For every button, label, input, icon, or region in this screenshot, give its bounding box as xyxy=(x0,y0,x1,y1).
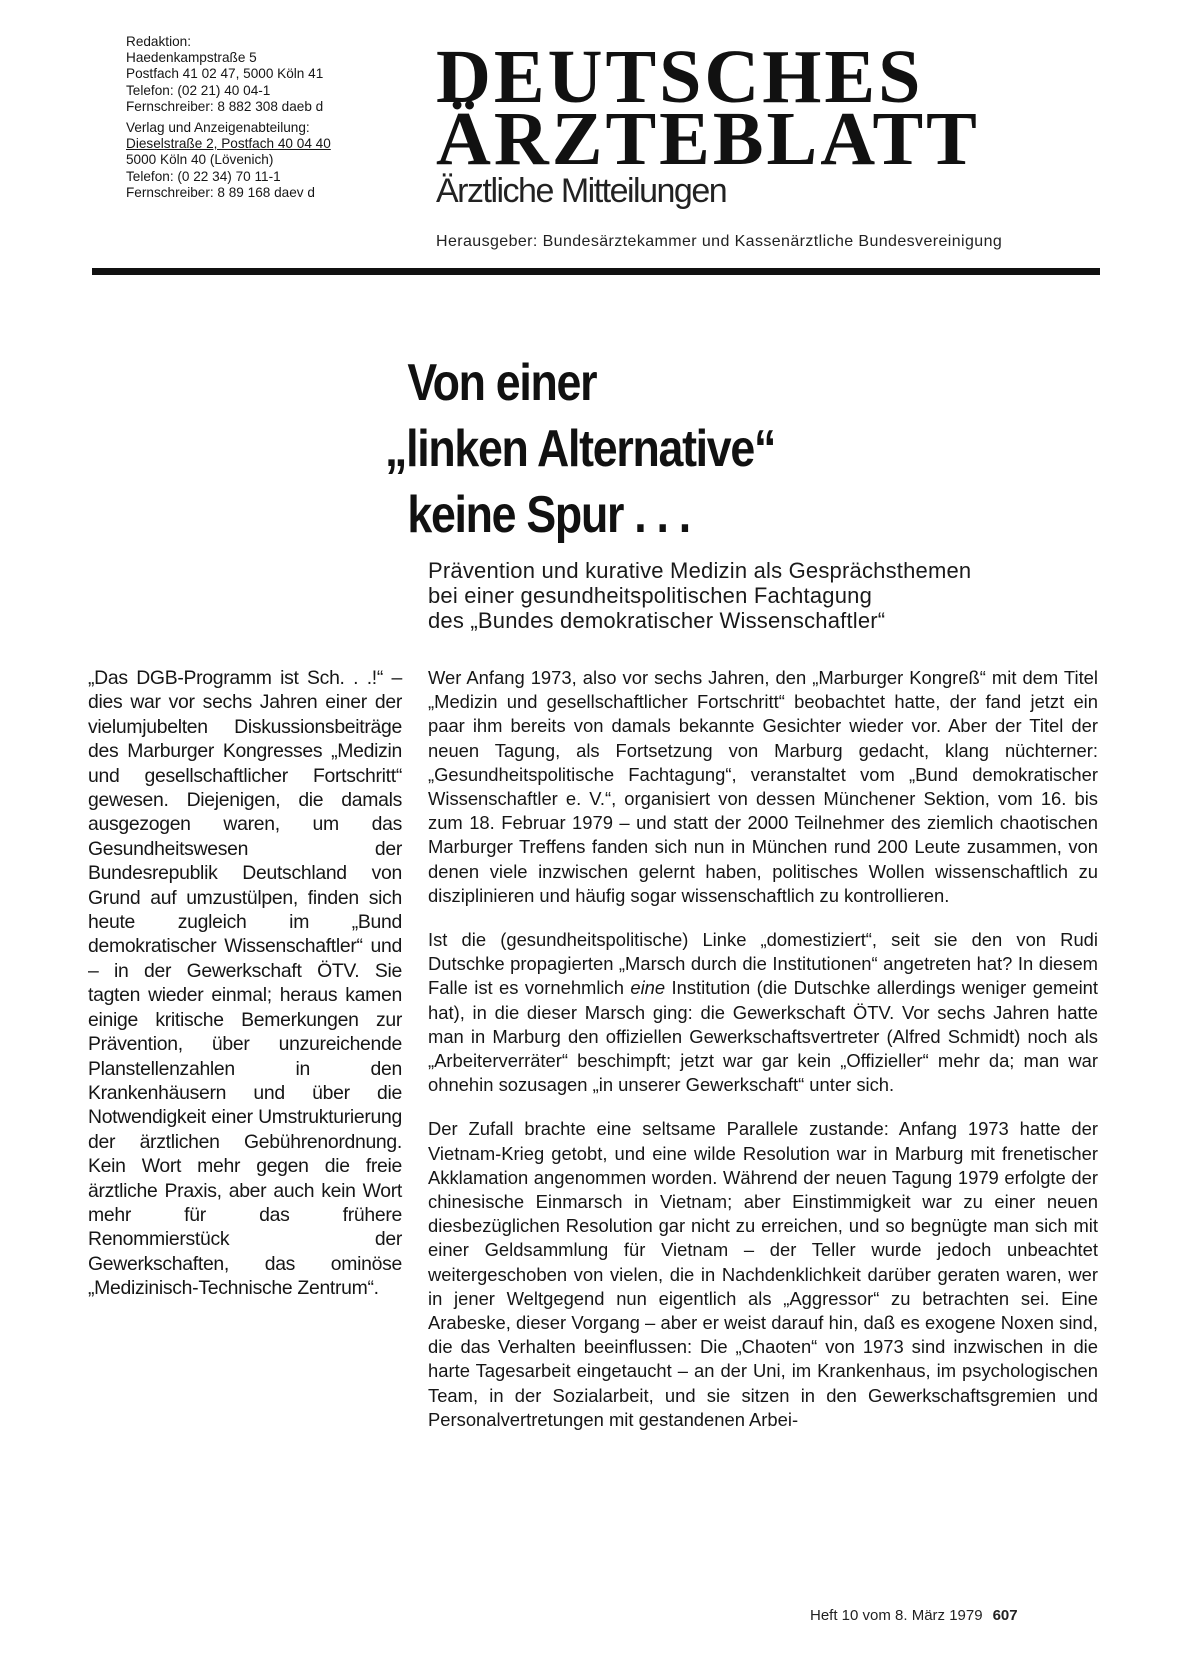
headline-line: „linken Alternative“ xyxy=(385,420,776,478)
article-body xyxy=(428,666,1098,1452)
imprint-line: Haedenkampstraße 5 xyxy=(126,50,257,66)
imprint-line: Dieselstraße 2, Postfach 40 04 40 xyxy=(126,136,331,152)
subhead-line: Prävention und kurative Medizin als Gesprächsthemen xyxy=(428,558,972,583)
article-headline xyxy=(385,350,775,548)
masthead xyxy=(436,35,1136,210)
imprint-line: Redaktion: xyxy=(126,34,191,49)
body-paragraph: Der Zufall brachte eine seltsame Parallele zustande: Anfang 1973 hatte der Vietnam-Krieg getobt, und eine wilde Resolution war in Marburg mit frenetischer Akklamation angenommen worden. Während der neuen Tagung 1979 erfolgte der chinesische Einmarsch in Vietnam; aber Einstimmigkeit war zu einer neuen diesbezüglichen Resolution gar nicht zu erreichen, und so begnügte man sich mit einer Geldsammlung für Vietnam – der Teller wurde jedoch unbeachtet weitergeschoben von vielen, die in Nachdenklichkeit darüber geraten waren, wer in jener Weltgegend nun eigentlich als „Aggressor“ zu betrachten sei. Eine Arabeske, dieser Vorgang – aber er weist darauf hin, daß es exogene Noxen sind, die das Verhalten beeinflussen: Die „Chaoten“ von 1973 sind inzwischen in die harte Tagesarbeit eingetaucht – an der Uni, im Krankenhaus, im psychologischen Team, in der Sozialarbeit, und sie sitzen in den Gewerkschaftsgremien und Personalvertretungen mit gestandenen Arbei- xyxy=(428,1118,1098,1430)
imprint-line: Fernschreiber: 8 882 308 daeb d xyxy=(126,98,324,114)
body-text: Institution (die Dutschke allerdings weniger gemeint hat), in die dieser Marsch ging: die Gewerkschaft ÖTV. Vor sechs Jahren hatte man in Marburg den offiziellen Gewerkschaftsvertreter (Alfred Schmidt) noch als „Arbeiterverräter“ beschimpft; jetzt war gar kein „Offizieller“ mehr da; man war ohnehin sozusagen „in unserer Gewerkschaft“ unter sich. xyxy=(428,977,1098,1096)
imprint-block xyxy=(126,34,426,201)
masthead-subtitle: Ärztliche Mitteilungen xyxy=(436,172,727,210)
body-paragraph xyxy=(428,928,1098,1097)
imprint-line: Telefon: (02 21) 40 04-1 xyxy=(126,82,271,98)
masthead-rule xyxy=(92,268,1100,275)
subhead-line: bei einer gesundheitspolitischen Fachtagung xyxy=(428,583,873,608)
masthead-publisher: Herausgeber: Bundesärztekammer und Kassenärztliche Bundesvereinigung xyxy=(436,233,1003,250)
article-lead: „Das DGB-Programm ist Sch. . .!“ – dies war vor sechs Jahren einer der vielumjubelten Diskussionsbeiträge des Marburger Kongresses „Medizin und gesellschaftlicher Fortschritt“ gewesen. Diejenigen, die damals ausgezogen waren, um das Gesundheitswesen der Bundesrepublik Deutschland von Grund auf umzustülpen, finden sich heute zugleich im „Bund demokratischer Wissenschaftler“ und – in der Gewerkschaft ÖTV. Sie tagten wieder einmal; heraus kamen einige kritische Bemerkungen zur Prävention, über unzureichende Planstellenzahlen in den Krankenhäusern und über die Notwendigkeit einer Umstrukturierung der ärztlichen Gebührenordnung. Kein Wort mehr gegen die freie ärztliche Praxis, aber auch kein Wort mehr für das frühere Renommierstück der Gewerkschaften, das ominöse „Medizinisch-Technische Zentrum“. xyxy=(88,667,402,1300)
body-emphasis: eine xyxy=(630,977,666,999)
imprint-line: Telefon: (0 22 34) 70 11-1 xyxy=(126,168,281,184)
headline-line: Von einer xyxy=(407,354,597,412)
issue-info: Heft 10 vom 8. März 1979 xyxy=(810,1607,983,1624)
page-number: 607 xyxy=(992,1607,1018,1624)
masthead-title-line2: ÄRZTEBLATT xyxy=(436,97,980,181)
imprint-line: Postfach 41 02 47, 5000 Köln 41 xyxy=(126,66,324,82)
article-subhead xyxy=(428,558,1108,633)
page-footer xyxy=(810,1607,1018,1624)
body-paragraph: Wer Anfang 1973, also vor sechs Jahren, den „Marburger Kongreß“ mit dem Titel „Medizin und gesellschaftlicher Fortschritt“ beobachtet hatte, der fand jetzt ein paar ihm bereits von damals bekannte Gesichter wieder vor. Aber der Titel der neuen Tagung, als Fortsetzung von Marburg gedacht, klang nüchterner: „Gesundheitspolitische Fachtagung“, veranstaltet vom „Bund demokratischer Wissenschaftler e. V.“, organisiert von dessen Münchener Sektion, vom 16. bis zum 18. Februar 1979 – und statt der 2000 Teilnehmer des ziemlich chaotischen Marburger Treffens fanden sich nun in München rund 200 Leute zusammen, von denen viele inzwischen gelernt haben, politisches Wollen wissenschaftlich zu disziplinieren und häufig sogar wissenschaftlich zu kontrollieren. xyxy=(428,667,1098,906)
body-text: Ist die (gesundheitspolitische) Linke „domestiziert“, seit sie den von Rudi Dutschke propagierten „Marsch durch die Institutionen“ angetreten hat? In diesem Falle ist es vornehmlich xyxy=(428,929,1098,999)
imprint-line: Fernschreiber: 8 89 168 daev d xyxy=(126,184,315,200)
imprint-line: Verlag und Anzeigenabteilung: xyxy=(126,120,310,136)
masthead-title-line1: DEUTSCHES xyxy=(436,35,924,119)
imprint-line: 5000 Köln 40 (Lövenich) xyxy=(126,152,274,168)
headline-line: keine Spur . . . xyxy=(407,486,690,544)
subhead-line: des „Bundes demokratischer Wissenschaftler“ xyxy=(428,608,886,633)
